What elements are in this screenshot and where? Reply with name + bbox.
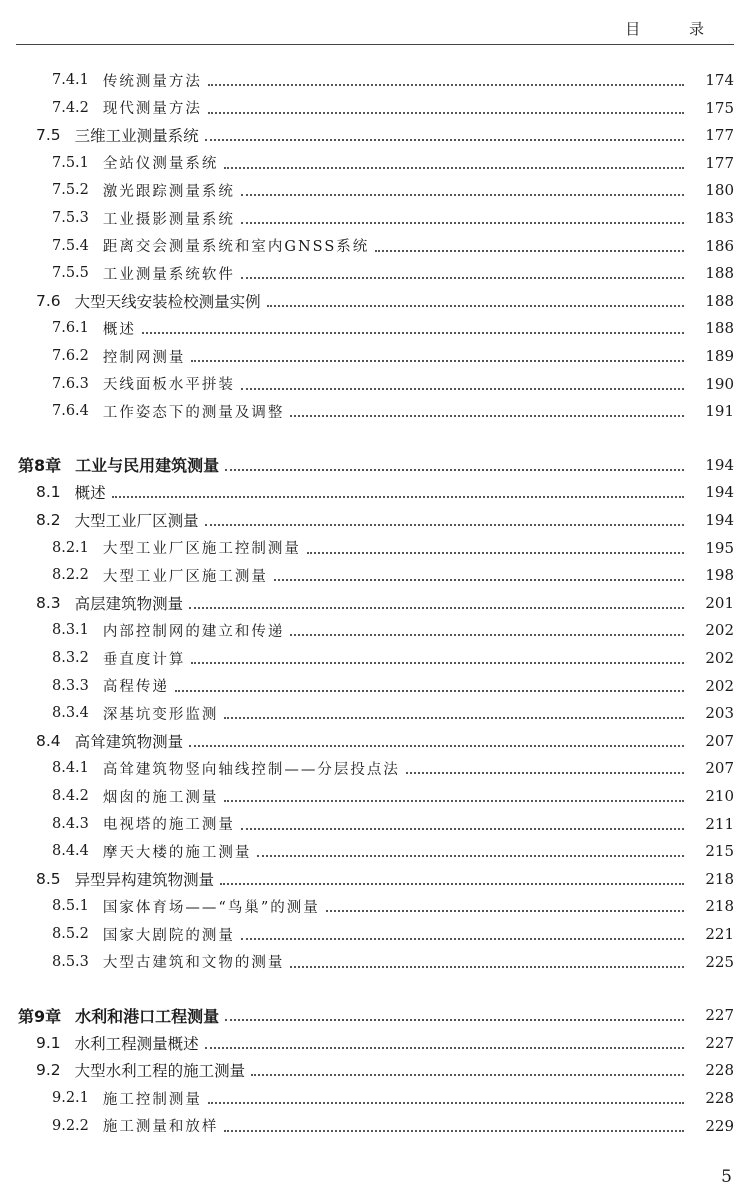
toc-entry-page: 175 [705,98,734,117]
toc-entry-number: 9.2.1 [52,1090,89,1106]
toc-subsection-entry[interactable] [0,561,750,589]
toc-entry-title: 传统测量方法 [102,73,202,90]
toc-entry-title: 异型异构建筑物测量 [74,870,215,889]
toc-entry-number: 7.6.3 [52,375,89,392]
toc-entry-page: 191 [705,402,734,421]
toc-entry-title: 深基坑变形监测 [102,706,219,723]
toc-subsection-entry[interactable] [0,948,750,976]
toc-entry-page: 201 [705,593,734,612]
toc-subsection-entry[interactable] [0,259,750,287]
toc-section-entry[interactable] [0,1056,750,1084]
toc-entry-number: 7.6.4 [52,403,89,420]
toc-dot-leader [257,855,684,857]
toc-subsection-entry[interactable] [0,837,750,865]
toc-subsection-entry[interactable] [0,149,750,177]
toc-entry-title: 高层建筑物测量 [74,594,184,613]
toc-dot-leader [307,552,684,554]
toc-chapter-entry[interactable] [0,1001,750,1029]
toc-entry-page: 229 [705,1116,734,1135]
toc-subsection-entry[interactable] [0,892,750,920]
toc-entry-number: 7.5.4 [52,237,89,254]
toc-entry-page: 202 [705,676,734,695]
toc-entry-number: 8.4.2 [52,788,89,804]
toc-entry-page: 215 [705,842,734,861]
toc-entry-page: 203 [705,704,734,723]
toc-entry-page: 225 [705,952,734,971]
toc-dot-leader [251,1074,684,1076]
toc-entry-title: 激光跟踪测量系统 [102,183,235,200]
toc-subsection-entry[interactable] [0,754,750,782]
toc-entry-title: 内部控制网的建立和传递 [102,623,285,640]
toc-entry-title: 垂直度计算 [102,651,186,668]
toc-subsection-entry[interactable] [0,782,750,810]
toc-entry-page: 207 [705,731,734,750]
toc-dot-leader [274,579,684,581]
toc-entry-number: 9.2 [36,1061,61,1080]
toc-entry-number: 7.5 [36,126,61,145]
toc-subsection-entry[interactable] [0,370,750,398]
toc-subsection-entry[interactable] [0,920,750,948]
toc-entry-page: 211 [705,814,734,833]
toc-entry-page: 218 [705,897,734,916]
toc-subsection-entry[interactable] [0,342,750,370]
toc-entry-number: 9.1 [36,1033,61,1052]
toc-subsection-entry[interactable] [0,1112,750,1140]
toc-entry-page: 188 [705,319,734,338]
toc-entry-page: 221 [705,925,734,943]
toc-entry-number: 7.6.1 [52,320,89,337]
toc-entry-page: 186 [705,236,734,255]
toc-dot-leader [326,910,684,912]
toc-entry-title: 高耸建筑物测量 [74,732,184,751]
toc-subsection-entry[interactable] [0,66,750,94]
toc-entry-number: 7.4.1 [52,72,89,88]
toc-subsection-entry[interactable] [0,94,750,122]
toc-entry-title: 概述 [74,484,106,503]
toc-dot-leader [208,112,684,114]
toc-entry-page: 190 [705,374,734,393]
toc-entry-page: 218 [705,869,734,888]
toc-dot-leader [267,305,684,307]
toc-entry-page: 227 [705,1006,734,1025]
toc-entry-page: 228 [705,1061,734,1080]
toc-dot-leader [224,717,684,719]
toc-dot-leader [225,469,684,471]
toc-section-entry[interactable] [0,121,750,149]
toc-dot-leader [208,1102,684,1104]
toc-section-entry[interactable] [0,506,750,534]
toc-entry-page: 174 [705,71,734,89]
toc-entry-title: 大型天线安装检校测量实例 [74,292,261,311]
toc-entry-title: 工业与民用建筑测量 [75,456,220,476]
toc-dot-leader [290,415,684,417]
toc-section-entry[interactable] [0,478,750,506]
toc-entry-number: 8.2 [36,511,61,529]
toc-entry-title: 高耸建筑物竖向轴线控制——分层投点法 [102,761,400,778]
toc-dot-leader [191,662,684,664]
toc-entry-page: 195 [705,538,734,557]
toc-entry-title: 烟囱的施工测量 [102,789,219,806]
toc-entry-title: 现代测量方法 [102,101,202,118]
toc-entry-title: 大型工业厂区施工控制测量 [102,541,301,558]
toc-entry-title: 工业摄影测量系统 [102,211,235,228]
toc-entry-title: 天线面板水平拼装 [102,377,235,394]
toc-entry-number: 8.3 [36,593,61,612]
toc-section-entry[interactable] [0,1029,750,1057]
toc-entry-number: 8.3.4 [52,705,89,722]
toc-entry-number: 8.3.3 [52,677,89,694]
toc-entry-title: 摩天大楼的施工测量 [102,844,252,861]
toc-subsection-entry[interactable] [0,616,750,644]
toc-subsection-entry[interactable] [0,176,750,204]
toc-entry-title: 施工控制测量 [102,1091,202,1108]
toc-entry-title: 高程传递 [102,679,169,696]
toc-dot-leader [205,524,684,526]
toc-dot-leader [406,772,684,774]
toc-entry-number: 7.6.2 [52,348,89,364]
toc-dot-leader [208,84,684,86]
toc-entry-number: 7.5.5 [52,265,89,282]
toc-dot-leader [205,1047,684,1049]
toc-entry-page: 180 [705,181,734,200]
toc-entry-title: 大型工业厂区测量 [74,512,199,530]
toc-dot-leader [241,828,684,830]
toc-section-entry[interactable] [0,287,750,315]
toc-entry-number: 8.5.2 [52,926,89,942]
toc-entry-page: 188 [705,291,734,310]
toc-entry-number: 7.5.1 [52,154,89,171]
toc-entry-number: 8.5.3 [52,953,89,970]
toc-entry-title: 工业测量系统软件 [102,266,235,283]
toc-dot-leader [225,1019,684,1021]
toc-dot-leader [189,745,684,747]
toc-entry-number: 第9章 [18,1006,62,1026]
toc-dot-leader [175,690,684,692]
toc-entry-title: 距离交会测量系统和室内GNSS系统 [102,239,370,256]
toc-entry-number: 8.4.3 [52,815,89,832]
toc-entry-number: 8.3.1 [52,622,89,639]
toc-entry-number: 7.4.2 [52,99,89,116]
toc-section-entry[interactable] [0,727,750,755]
toc-entry-title: 控制网测量 [102,349,186,366]
toc-dot-leader [112,496,684,498]
toc-entry-number: 8.1 [36,483,61,502]
toc-entry-number: 8.5 [36,869,61,888]
toc-entry-title: 施工测量和放样 [102,1119,219,1136]
toc-entry-page: 198 [705,566,734,585]
toc-dot-leader [220,883,684,885]
toc-entry-number: 第8章 [18,456,62,476]
toc-entry-number: 9.2.2 [52,1117,89,1134]
toc-entry-page: 202 [705,621,734,640]
toc-dot-leader [241,222,684,224]
toc-entry-page: 194 [705,483,734,502]
toc-entry-number: 8.3.2 [52,650,89,666]
toc-dot-leader [142,332,684,334]
toc-subsection-entry[interactable] [0,232,750,260]
toc-entry-number: 7.5.2 [52,182,89,199]
toc-subsection-entry[interactable] [0,1084,750,1112]
toc-dot-leader [224,167,684,169]
toc-entry-number: 8.5.1 [52,898,89,915]
page-number: 5 [721,1167,732,1187]
toc-entry-page: 227 [705,1033,734,1052]
toc-entry-title: 国家体育场——“鸟巢”的测量 [102,899,320,916]
toc-entry-number: 8.4.1 [52,760,89,777]
toc-entry-number: 7.5.3 [52,210,89,226]
toc-section-entry[interactable] [0,589,750,617]
toc-entry-number: 8.2.2 [52,567,89,584]
toc-entry-title: 水利和港口工程测量 [75,1006,220,1026]
toc-entry-page: 194 [705,455,734,474]
toc-dot-leader [189,607,684,609]
toc-dot-leader [241,277,684,279]
toc-entry-title: 概述 [102,321,136,338]
toc-section-entry[interactable] [0,865,750,893]
toc-entry-page: 188 [705,264,734,283]
toc-entry-page: 202 [705,649,734,667]
toc-entry-page: 207 [705,759,734,778]
toc-entry-number: 8.4.4 [52,843,89,860]
toc-subsection-entry[interactable] [0,699,750,727]
toc-entry-title: 国家大剧院的测量 [102,927,235,944]
toc-dot-leader [224,800,684,802]
toc-entry-number: 8.2.1 [52,539,89,556]
toc-dot-leader [290,966,684,968]
toc-entry-title: 大型工业厂区施工测量 [102,568,268,585]
toc-dot-leader [241,388,684,390]
toc-dot-leader [290,634,684,636]
toc-subsection-entry[interactable] [0,314,750,342]
toc-dot-leader [191,360,684,362]
toc-entry-page: 228 [705,1089,734,1107]
running-head: 目 录 [625,20,726,38]
toc-dot-leader [241,194,684,196]
toc-entry-page: 189 [705,347,734,365]
toc-entry-page: 183 [705,209,734,227]
toc-dot-leader [241,938,684,940]
toc-entry-page: 210 [705,787,734,805]
toc-subsection-entry[interactable] [0,397,750,425]
toc-subsection-entry[interactable] [0,810,750,838]
toc-chapter-entry[interactable] [0,451,750,479]
toc-entry-title: 水利工程测量概述 [74,1034,199,1053]
toc-subsection-entry[interactable] [0,644,750,672]
toc-dot-leader [205,139,684,141]
toc-entry-page: 177 [705,153,734,172]
toc-entry-number: 8.4 [36,731,61,750]
header-rule [16,44,734,45]
toc-entry-title: 三维工业测量系统 [74,127,199,146]
toc-subsection-entry[interactable] [0,672,750,700]
toc-entry-title: 电视塔的施工测量 [102,817,235,834]
toc-entry-title: 全站仪测量系统 [102,156,219,173]
toc-entry-page: 194 [705,511,734,529]
toc-entry-title: 大型水利工程的施工测量 [74,1062,246,1081]
toc-dot-leader [224,1130,684,1132]
toc-entry-page: 177 [705,126,734,145]
toc-entry-number: 7.6 [36,291,61,310]
toc-entry-title: 工作姿态下的测量及调整 [102,404,285,421]
toc-subsection-entry[interactable] [0,534,750,562]
toc-dot-leader [375,250,684,252]
toc-subsection-entry[interactable] [0,204,750,232]
toc-entry-title: 大型古建筑和文物的测量 [102,955,285,972]
